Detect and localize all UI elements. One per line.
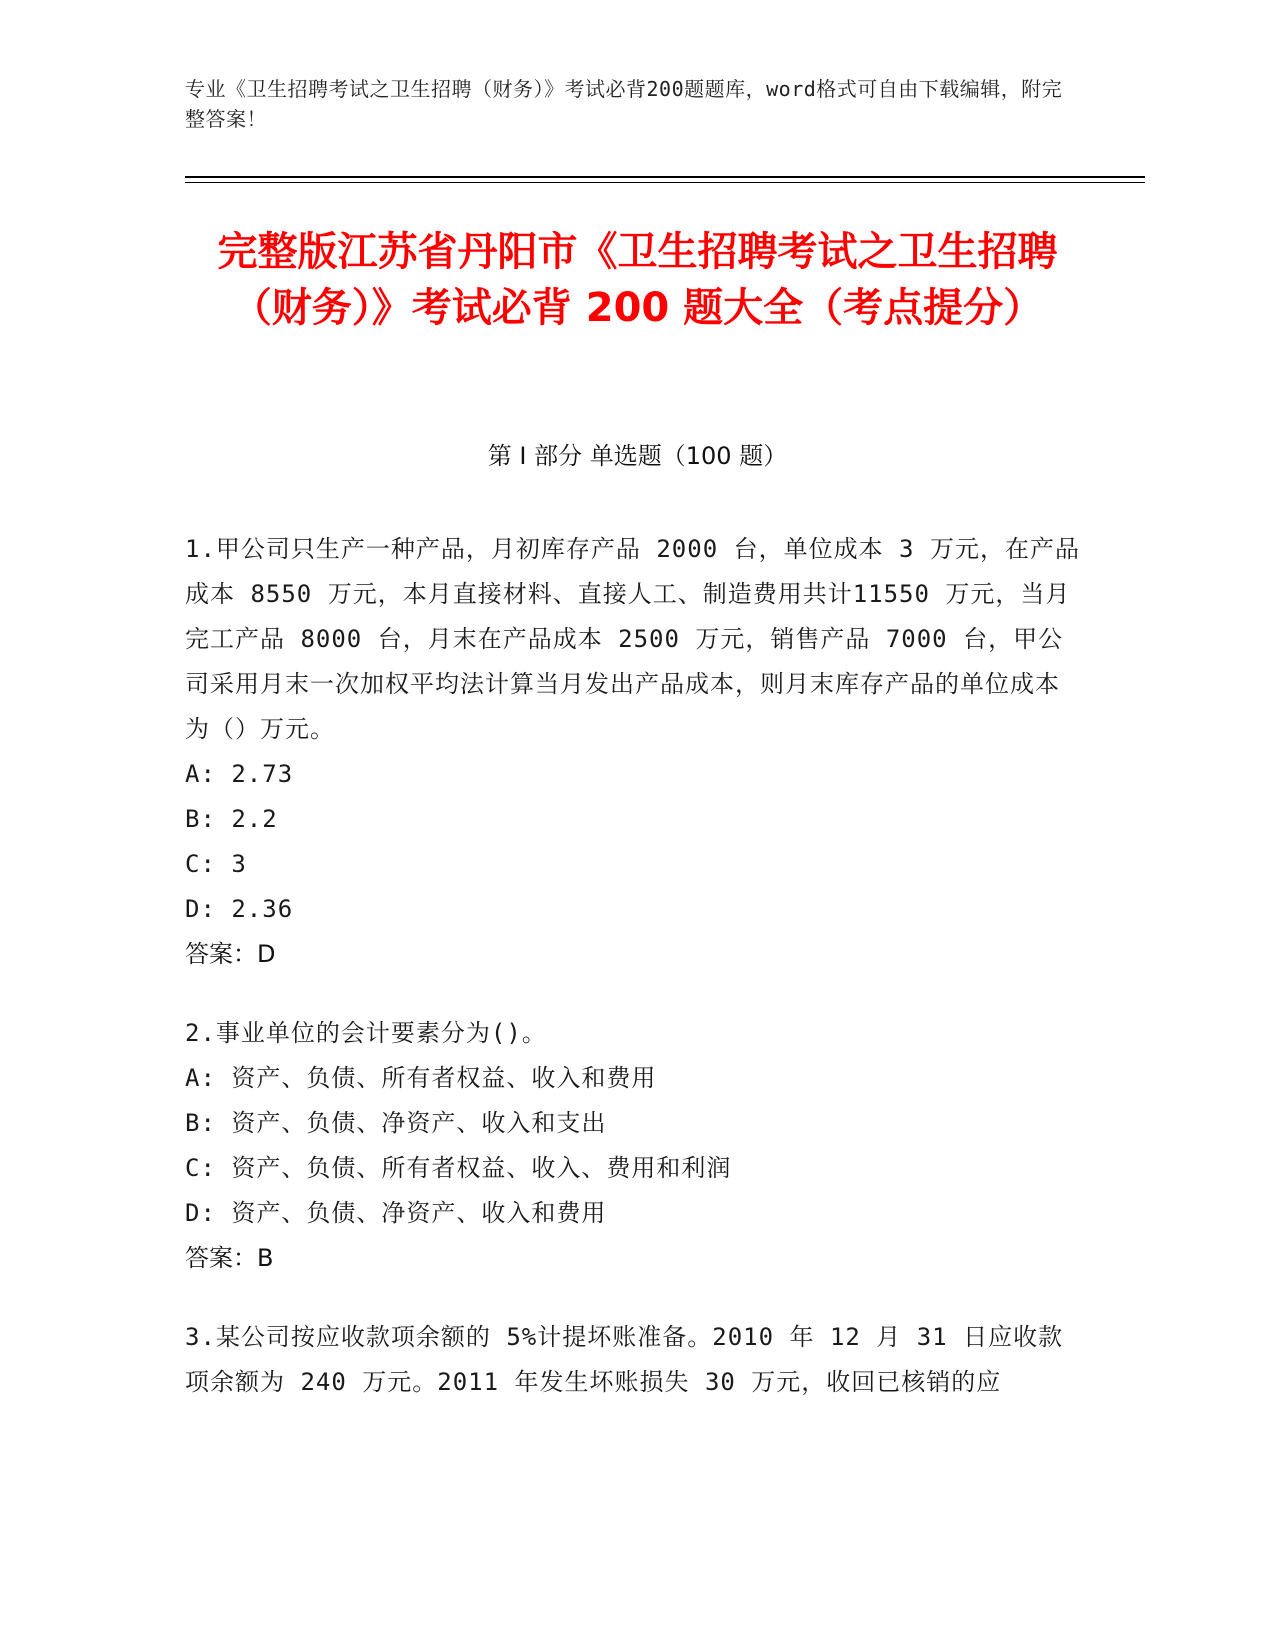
header-note: 专业《卫生招聘考试之卫生招聘（财务）》考试必背200题题库，word格式可自由下载编辑，附完整答案！ (185, 77, 1063, 131)
section-title: 第 I 部分 单选题（100 题） (487, 442, 788, 470)
document-title: 完整版江苏省丹阳市《卫生招聘考试之卫生招聘（财务）》考试必背 200 题大全（考点提分） (217, 229, 1058, 331)
question-2 (185, 1011, 1080, 1281)
option-a: A: 资产、负债、所有者权益、收入和费用 (185, 1064, 657, 1092)
answer-label: 答案：B (185, 1244, 274, 1272)
question-list (185, 527, 1080, 1439)
question-1 (185, 527, 1080, 977)
question-3 (185, 1315, 1080, 1405)
option-b: B: 资产、负债、净资产、收入和支出 (185, 1109, 607, 1137)
option-a: A: 2.73 (185, 760, 294, 788)
header-divider-thick (185, 176, 1145, 178)
option-c: C: 资产、负债、所有者权益、收入、费用和利润 (185, 1154, 732, 1182)
question-stem: 1.甲公司只生产一种产品，月初库存产品 2000 台，单位成本 3 万元，在产品成本 8550 万元，本月直接材料、直接人工、制造费用共计11550 万元，当月完工产品 8000 台，月末在产品成本 2500 万元，销售产品 7000 台，甲公司采用月末一次加权平均法计算当月发出产品成本，则月末库存产品的单位成本为（）万元。 (185, 535, 1080, 743)
answer-label: 答案：D (185, 940, 276, 968)
question-stem: 2.事业单位的会计要素分为()。 (185, 1019, 547, 1047)
option-c: C: 3 (185, 850, 247, 878)
option-b: B: 2.2 (185, 805, 278, 833)
question-stem: 3.某公司按应收款项余额的 5%计提坏账准备。2010 年 12 月 31 日应收款项余额为 240 万元。2011 年发生坏账损失 30 万元，收回已核销的应 (185, 1323, 1064, 1396)
option-d: D: 2.36 (185, 895, 294, 923)
option-d: D: 资产、负债、净资产、收入和费用 (185, 1199, 607, 1227)
header-divider-thin (185, 182, 1145, 183)
